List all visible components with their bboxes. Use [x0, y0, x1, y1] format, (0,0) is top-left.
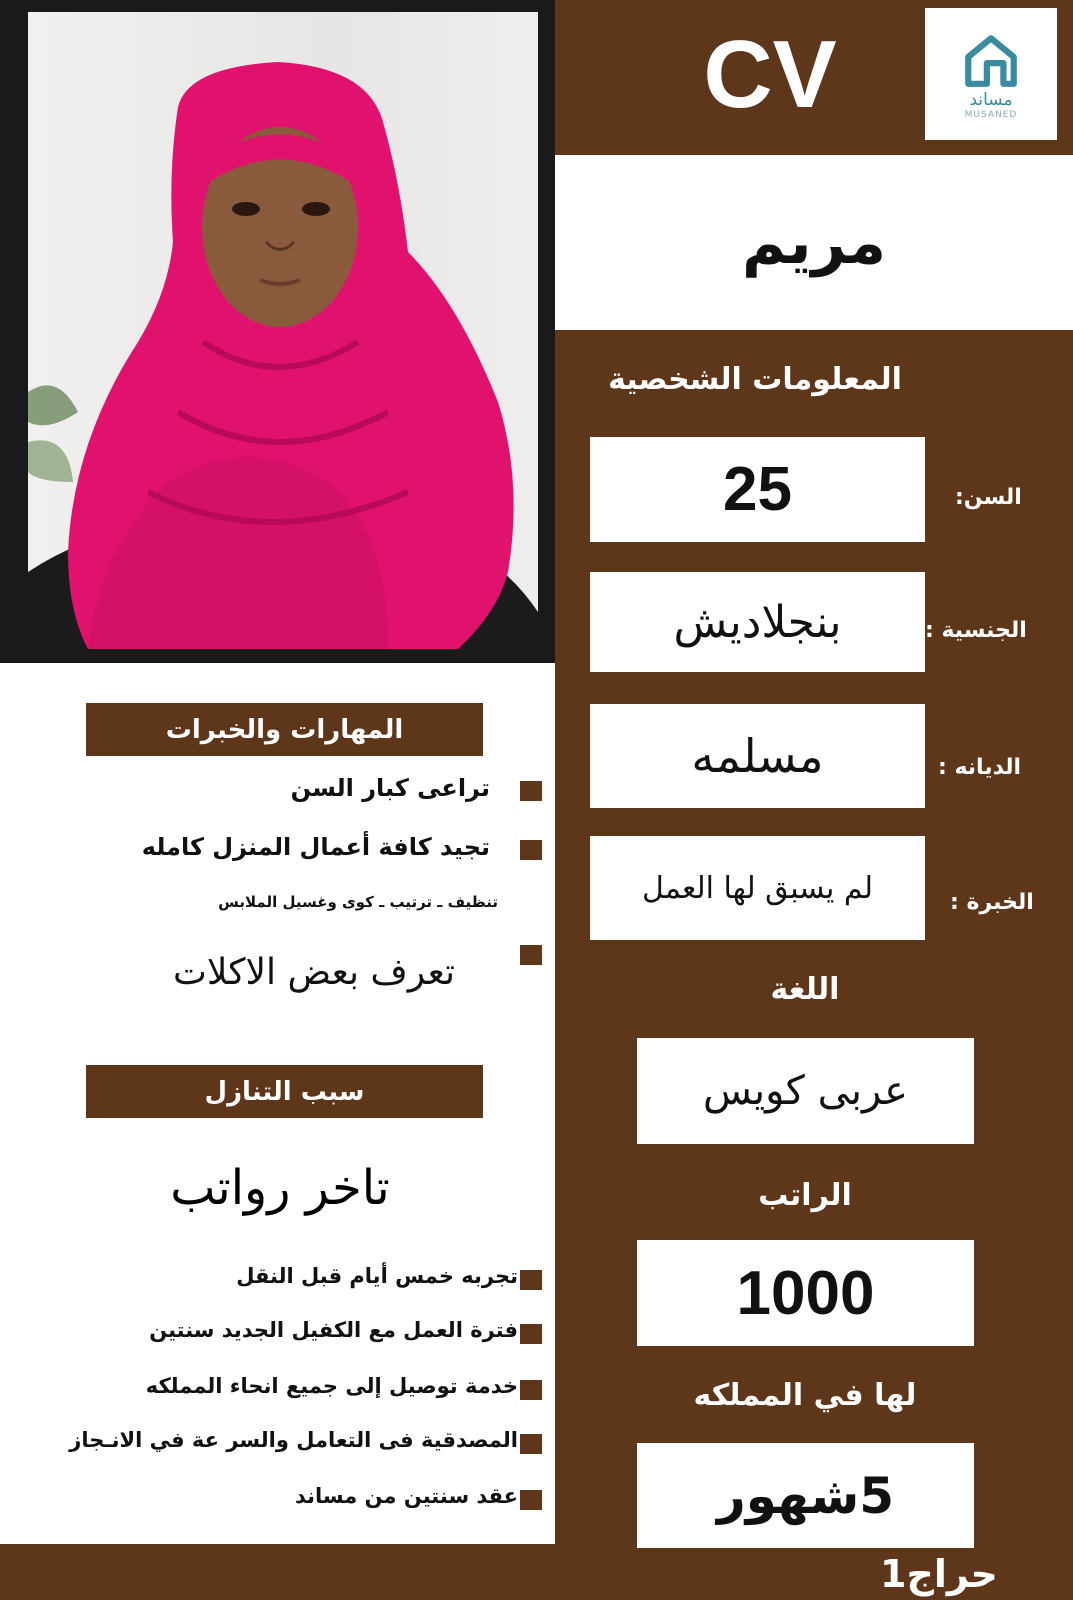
portrait-photo	[28, 12, 538, 649]
nationality-box	[590, 572, 925, 672]
benefit-item: تجربه خمس أيام قبل النقل	[236, 1264, 518, 1288]
skill-item: تعرف بعض الاكلات	[173, 952, 455, 993]
logo-arabic: مساند	[969, 90, 1013, 110]
bullet	[520, 1380, 542, 1400]
bullet	[520, 1434, 542, 1454]
skill-item: تجيد كافة أعمال المنزل كامله	[141, 833, 490, 861]
language-value: عربى كويس	[703, 1068, 908, 1114]
skills-heading: المهارات والخبرات	[86, 703, 483, 756]
religion-label: الديانه :	[938, 755, 1022, 780]
experience-box	[590, 836, 925, 940]
logo	[925, 8, 1057, 140]
name-box	[555, 155, 1073, 330]
bullet	[520, 781, 542, 801]
cv-title: CV	[703, 21, 837, 128]
logo-latin: MUSANED	[964, 110, 1018, 120]
bullet	[520, 945, 542, 965]
experience-value: لم يسبق لها العمل	[641, 870, 874, 906]
skill-item: تراعى كبار السن	[290, 774, 490, 802]
religion-box	[590, 704, 925, 808]
transfer-heading: سبب التنازل	[86, 1065, 483, 1118]
benefit-item: المصدقية فى التعامل والسر عة في الانـجاز	[69, 1428, 518, 1452]
religion-value: مسلمه	[691, 729, 824, 783]
candidate-name: مريم	[741, 207, 887, 278]
bullet	[520, 1270, 542, 1290]
benefit-item: فترة العمل مع الكفيل الجديد سنتين	[149, 1318, 518, 1342]
nationality-label: الجنسية :	[925, 618, 1027, 643]
bullet	[520, 1490, 542, 1510]
salary-heading: الراتب	[758, 1178, 852, 1213]
watermark: حراج1	[880, 1552, 998, 1596]
salary-value: 1000	[736, 1258, 875, 1328]
personal-info-heading: المعلومات الشخصية	[608, 362, 902, 397]
house-icon	[960, 28, 1022, 90]
transfer-reason: تاخر رواتب	[170, 1160, 390, 1216]
salary-box	[637, 1240, 974, 1346]
bullet	[520, 1324, 542, 1344]
in-kingdom-value: 5شهور	[716, 1466, 895, 1525]
benefit-item: عقد سنتين من مساند	[295, 1484, 518, 1508]
nationality-value: بنجلاديش	[673, 596, 842, 648]
language-heading: اللغة	[770, 972, 840, 1007]
age-label: السن:	[955, 485, 1022, 510]
language-box	[637, 1038, 974, 1144]
skill-subnote: تنظيف ـ ترتيب ـ كوى وغسيل الملابس	[218, 893, 498, 911]
benefit-item: خدمة توصيل إلى جميع انحاء المملكه	[145, 1374, 518, 1398]
experience-label: الخبرة :	[950, 890, 1034, 915]
bullet	[520, 840, 542, 860]
age-value: 25	[723, 455, 792, 524]
in-kingdom-heading: لها في المملكه	[693, 1378, 917, 1413]
age-box	[590, 437, 925, 542]
in-kingdom-box	[637, 1443, 974, 1548]
